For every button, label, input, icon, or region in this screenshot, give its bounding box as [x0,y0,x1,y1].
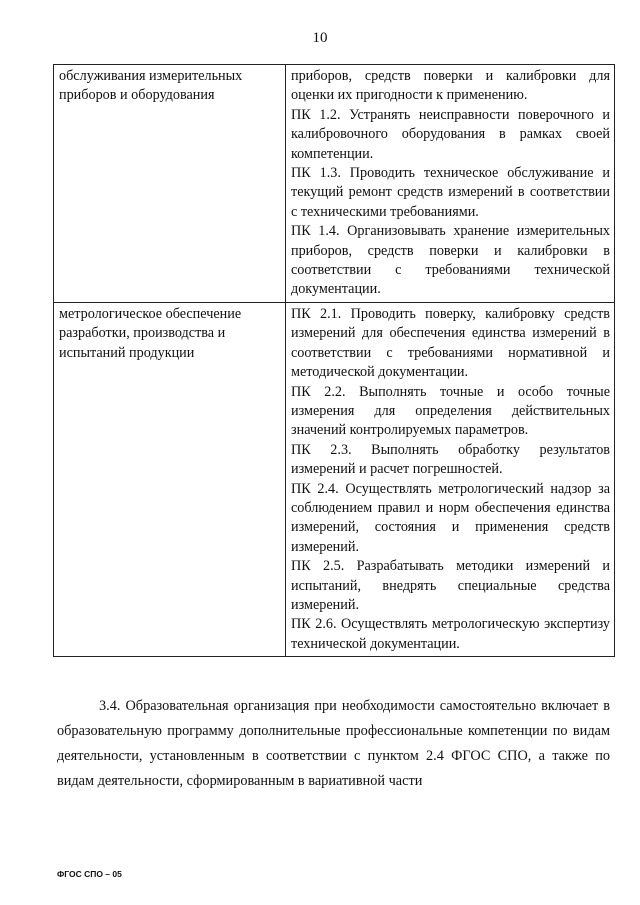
competency-item: ПК 1.4. Организовывать хранение измерительных приборов, средств поверки и калибровки в соответствии с требованиями технической документации. [291,223,610,298]
competency-item: приборов, средств поверки и калибровки для оценки их пригодности к применению. [291,68,610,104]
footer-code: ФГОС СПО – 05 [57,869,122,879]
body-paragraph: 3.4. Образовательная организация при необходимости самостоятельно включает в образовательную программу дополнительные профессиональные компетенции по видам деятельности, установленным в соответствии с пунктом 2.4 ФГОС СПО, а также по видам деятельности, сформированным в вариативной части [57,698,610,789]
page-number: 10 [312,30,328,46]
competency-item: ПК 1.3. Проводить техническое обслуживание и текущий ремонт средств измерений в соответствии с техническими требованиями. [291,165,610,220]
activity-cell: обслуживания измерительных приборов и оборудования [54,65,286,303]
competency-item: ПК 1.2. Устранять неисправности поверочного и калибровочного оборудования в рамках своей компетенции. [291,106,610,162]
competencies-table [53,64,615,657]
competency-item: ПК 2.1. Проводить поверку, калибровку средств измерений для обеспечения единства измерений в соответствии с требованиями нормативной и методической документации. [291,305,610,381]
competencies-cell [286,302,615,656]
competencies-cell [286,65,615,303]
table-row [54,65,615,303]
competency-item: ПК 2.2. Выполнять точные и особо точные измерения для определения действительных значений контролируемых параметров. [291,383,610,439]
competency-item: ПК 2.5. Разрабатывать методики измерений и испытаний, внедрять специальные средства измерений. [291,558,610,613]
competency-item: ПК 2.4. Осуществлять метрологический надзор за соблюдением правил и норм обеспечения единства измерений, состояния и применения средств измерений. [291,480,610,555]
competency-item: ПК 2.6. Осуществлять метрологическую экспертизу технической документации. [291,616,610,652]
activity-cell: метрологическое обеспечение разработки, производства и испытаний продукции [54,302,286,656]
competency-item: ПК 2.3. Выполнять обработку результатов измерений и расчет погрешностей. [291,441,610,478]
table-row [54,302,615,656]
